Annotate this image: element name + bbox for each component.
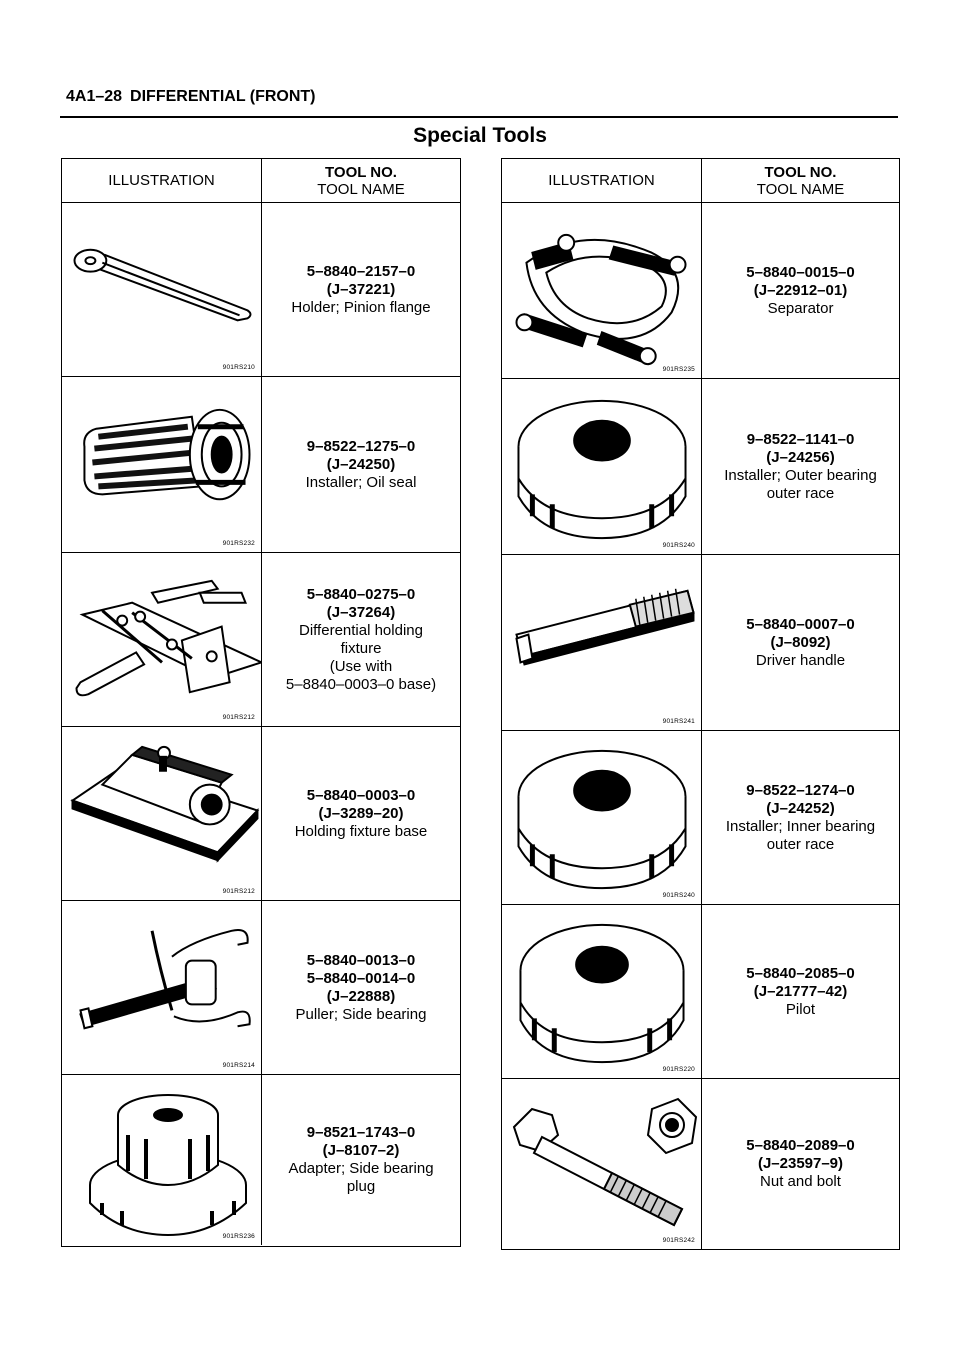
figure-code: 901RS232 [222,540,255,547]
tool-name: Pilot [785,1000,816,1018]
pilot-icon [502,905,702,1078]
tool-info [262,203,460,376]
tool-number: 5–8840–2157–0 [306,262,416,280]
illustration-cell [62,377,262,552]
illustration-cell [502,731,702,904]
page-header [66,88,316,106]
figure-code: 901RS236 [222,1233,255,1240]
tool-info [702,555,899,730]
tool-number: (J–8107–2) [322,1142,400,1159]
tool-name: (Use with [329,657,393,675]
tool-number: (J–37264) [326,603,396,621]
tools-table-right [501,158,900,1250]
tool-info [262,901,460,1074]
tool-number: 9–8522–1275–0 [306,437,416,455]
tool-number: 9–8521–1743–0 [306,1124,416,1141]
chapter-title: DIFFERENTIAL (FRONT) [130,88,316,105]
separator-icon [502,203,702,378]
tool-number: 9–8522–1274–0 [746,781,855,799]
tool-name: Holder; Pinion flange [291,298,431,316]
wrench-holder-icon [62,203,262,376]
table-row [502,379,899,555]
tool-number: 5–8840–0013–0 [306,951,416,969]
tool-header [262,159,460,202]
illustration-cell [62,203,262,376]
tool-number: 5–8840–2089–0 [746,1137,855,1154]
adapter-icon [62,1075,262,1245]
tool-no-header: TOOL NO. [325,163,397,181]
nut-bolt-icon [502,1079,702,1249]
tool-name: Installer; Outer bearing [724,466,877,484]
tool-header [702,159,899,202]
table-row [62,727,460,901]
figure-code: 901RS241 [662,718,695,725]
tool-number: (J–23597–9) [757,1155,844,1172]
tool-number: 5–8840–0014–0 [306,969,416,987]
tool-info [262,1075,460,1245]
tool-info [702,203,899,378]
table-row [62,1075,460,1245]
tool-name: fixture [340,639,382,657]
tool-name: Installer; Inner bearing [725,817,876,835]
puller-icon [62,901,262,1074]
table-row [502,905,899,1079]
tool-name: outer race [766,835,835,853]
tool-info [262,727,460,900]
tool-info [702,731,899,904]
tool-name: Puller; Side bearing [295,1005,427,1023]
figure-code: 901RS240 [662,892,695,899]
illustration-cell [502,1079,702,1249]
tool-number: 5–8840–0275–0 [306,585,416,603]
tool-number: (J–21777–42) [753,982,848,1000]
tool-number: (J–24250) [326,455,396,473]
tool-number: (J–37221) [326,280,396,298]
race-installer-icon [502,731,702,904]
illustration-cell [502,203,702,378]
tool-name: 5–8840–0003–0 base) [285,675,437,693]
tool-number: 5–8840–0007–0 [746,615,855,633]
tool-name: Differential holding [299,621,423,639]
header-rule [60,116,898,118]
tool-number: (J–22912–01) [753,281,848,299]
figure-code: 901RS220 [662,1066,695,1073]
figure-code: 901RS242 [662,1237,695,1244]
race-installer-icon [502,379,702,554]
tool-name: Nut and bolt [760,1173,841,1190]
tool-number: 5–8840–0015–0 [746,263,855,281]
tool-info [262,377,460,552]
illustration-cell [62,727,262,900]
illustration-header: ILLUSTRATION [62,159,262,202]
tool-name: Separator [767,299,834,317]
page-title: Special Tools [413,124,547,147]
tool-name: Driver handle [755,651,846,669]
tool-name: outer race [766,484,835,502]
tool-number: (J–8092) [770,633,831,651]
table-row [62,203,460,377]
tool-info [262,553,460,726]
illustration-cell [62,1075,262,1245]
tool-name: plug [346,1178,376,1195]
figure-code: 901RS235 [662,366,695,373]
illustration-cell [502,905,702,1078]
seal-installer-icon [62,377,262,552]
table-row [502,203,899,379]
tool-name: Adapter; Side bearing [288,1160,434,1177]
tool-name-header: TOOL NAME [756,180,845,198]
tool-number: 5–8840–2085–0 [746,964,855,982]
figure-code: 901RS210 [222,364,255,371]
tool-number: (J–24256) [766,448,835,466]
table-header [62,159,460,203]
table-header [502,159,899,203]
tool-number: (J–24252) [766,799,835,817]
figure-code: 901RS240 [662,542,695,549]
figure-code: 901RS212 [222,714,255,721]
table-row [62,377,460,553]
tool-number: (J–22888) [326,987,396,1005]
illustration-cell [502,555,702,730]
tool-name-header: TOOL NAME [317,180,405,198]
illustration-cell [502,379,702,554]
tool-no-header: TOOL NO. [764,163,837,181]
illustration-cell [62,901,262,1074]
section-number: 4A1–28 [66,88,123,105]
table-row [502,555,899,731]
driver-handle-icon [502,555,702,730]
fixture-base-icon [62,727,262,900]
table-row [502,1079,899,1249]
table-row [502,731,899,905]
tools-table-left [61,158,461,1247]
figure-code: 901RS214 [222,1062,255,1069]
holding-fixture-icon [62,553,262,726]
table-row [62,553,460,727]
tool-info [702,905,899,1078]
tool-name: Installer; Oil seal [305,473,417,491]
figure-code: 901RS212 [222,888,255,895]
tool-name: Holding fixture base [294,822,428,840]
illustration-cell [62,553,262,726]
illustration-header: ILLUSTRATION [502,159,702,202]
table-row [62,901,460,1075]
tool-info [702,1079,899,1249]
tool-info [702,379,899,554]
tool-number: 5–8840–0003–0 [306,786,416,804]
tool-number: 9–8522–1141–0 [746,430,855,448]
tool-number: (J–3289–20) [318,804,404,822]
